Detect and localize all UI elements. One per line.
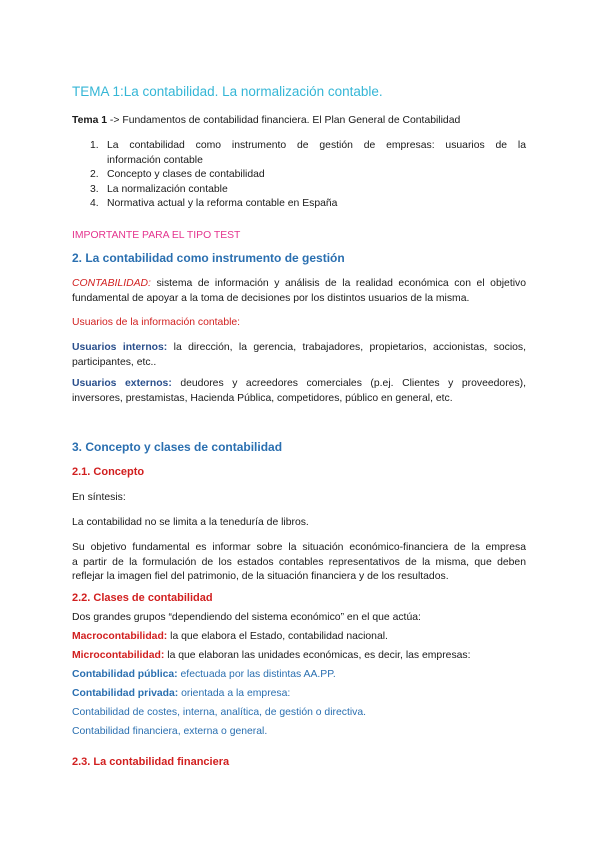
micro-term: Microcontabilidad: (72, 650, 165, 661)
internos-text-2: participantes, etc.. (72, 356, 157, 368)
contabilidad-financiera-line: Contabilidad financiera, externa o general. (72, 726, 268, 737)
objetivo-line: Su objetivo fundamental es informar sobre la situación económico-financiera de la empresa (72, 542, 526, 553)
section-3-heading: 3. Concepto y clases de contabilidad (72, 440, 283, 454)
toc-text: Concepto y clases de contabilidad (107, 169, 265, 180)
toc-item (72, 183, 526, 198)
tema-label: Tema 1 (72, 115, 108, 126)
toc-number: 3. (90, 183, 99, 195)
macrocontabilidad-line (72, 630, 388, 645)
toc-item (72, 168, 526, 183)
toc-text: La contabilidad como instrumento de gestión de empresas: usuarios de la (107, 140, 526, 151)
usuarios-internos (72, 341, 526, 370)
contabilidad-costes-line: Contabilidad de costes, interna, analítica, de gestión o directiva. (72, 707, 367, 718)
en-sintesis: En síntesis: (72, 492, 126, 503)
toc-text: información contable (107, 154, 203, 166)
internos-term: Usuarios internos: (72, 342, 168, 353)
macro-term: Macrocontabilidad: (72, 631, 168, 642)
objetivo-line: reflejar la imagen fiel del patrimonio, de la situación financiera y de los resultados. (72, 571, 449, 582)
externos-text-2: inversores, prestamistas, Hacienda Pública, competidores, público en general, etc. (72, 392, 453, 404)
toc-item (72, 139, 526, 168)
importante-note: IMPORTANTE PARA EL TIPO TEST (72, 230, 241, 241)
objetivo-line: a partir de la formulación de los estados contables representativos de la misma, que deben (72, 556, 526, 568)
externos-text: deudores y acreedores comerciales (p.ej. Clientes y proveedores), (171, 378, 526, 389)
contabilidad-privada-line (72, 687, 290, 702)
privada-term: Contabilidad privada: (72, 688, 179, 699)
usuarios-externos (72, 377, 526, 406)
publica-term: Contabilidad pública: (72, 669, 178, 680)
contabilidad-publica-line (72, 668, 336, 683)
objetivo-paragraph (72, 541, 526, 585)
externos-term: Usuarios externos: (72, 378, 172, 389)
toc-text: La normalización contable (107, 183, 228, 195)
tema-line (72, 114, 460, 129)
internos-text: la dirección, la gerencia, trabajadores, propietarios, accionistas, socios, (167, 342, 526, 353)
definition-text-2: fundamental de apoyar a la toma de decisiones por los distintos usuarios de la misma. (72, 292, 470, 304)
microcontabilidad-line (72, 649, 471, 664)
toc-number: 2. (90, 169, 99, 180)
toc-text: Normativa actual y la reforma contable en España (107, 198, 338, 209)
publica-text: efectuada por las distintas AA.PP. (177, 669, 336, 680)
table-of-contents (72, 139, 526, 212)
micro-text: la que elaboran las unidades económicas, es decir, las empresas: (164, 650, 471, 661)
macro-text: la que elabora el Estado, contabilidad nacional. (167, 631, 388, 642)
contabilidad-definition (72, 277, 526, 306)
users-heading: Usuarios de la información contable: (72, 317, 241, 328)
tema-text: -> Fundamentos de contabilidad financiera. El Plan General de Contabilidad (107, 115, 461, 126)
no-limita-text: La contabilidad no se limita a la teneduría de libros. (72, 517, 309, 528)
definition-term: CONTABILIDAD: (72, 278, 151, 289)
concepto-heading: 2.1. Concepto (72, 466, 145, 478)
definition-text: sistema de información y análisis de la realidad económica con el objetivo (150, 278, 526, 289)
clases-heading: 2.2. Clases de contabilidad (72, 592, 213, 604)
section-2-heading: 2. La contabilidad como instrumento de gestión (72, 251, 345, 265)
dos-grupos-text: Dos grandes grupos “dependiendo del sistema económico” en el que actúa: (72, 612, 421, 623)
privada-text: orientada a la empresa: (178, 688, 291, 699)
page-title: TEMA 1:La contabilidad. La normalización contable. (72, 84, 383, 99)
toc-number: 4. (90, 198, 99, 209)
financiera-heading: 2.3. La contabilidad financiera (72, 756, 230, 768)
toc-number: 1. (90, 140, 99, 151)
toc-item (72, 197, 526, 212)
